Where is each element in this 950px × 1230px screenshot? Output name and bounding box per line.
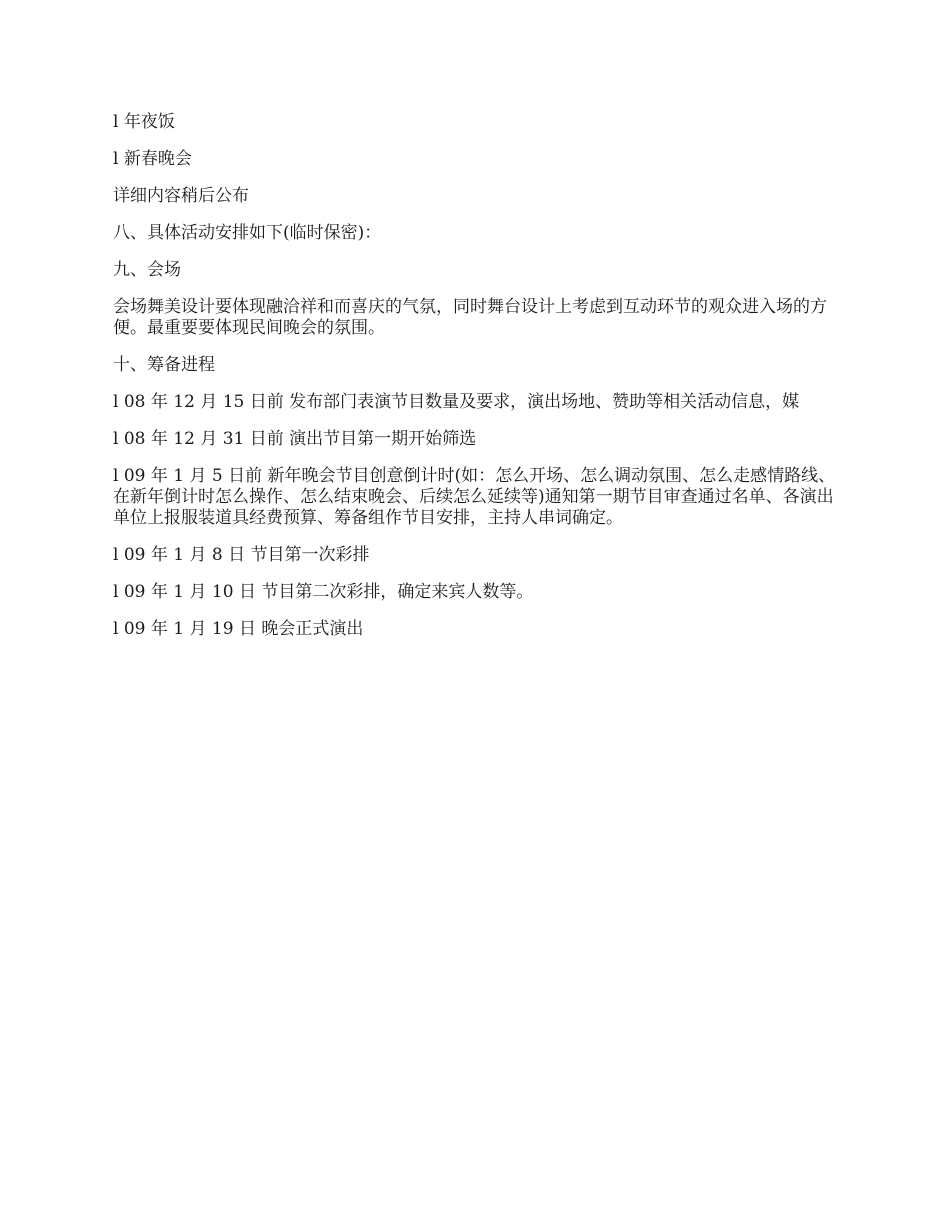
schedule-item: l 09 年 1 月 10 日 节目第二次彩排，确定来宾人数等。	[113, 582, 534, 602]
schedule-item: l 08 年 12 月 31 日前 演出节目第一期开始筛选	[113, 429, 477, 449]
schedule-item: l 09 年 1 月 5 日前 新年晚会节目创意倒计时(如：怎么开场、怎么调动氛围、怎么走感情路线、在新年倒计时怎么操作、怎么结束晚会、后续怎么延续等)通知第一期节目审查通过名单、各演出单位上报服装道具经费预算、筹备组作节目安排，主持人串词确定。	[113, 466, 836, 528]
schedule-item: l 09 年 1 月 8 日 节目第一次彩排	[113, 545, 370, 565]
details-note: 详细内容稍后公布	[113, 186, 249, 206]
schedule-item: l 09 年 1 月 19 日 晚会正式演出	[113, 619, 364, 639]
venue-description: 会场舞美设计要体现融洽祥和而喜庆的气氛，同时舞台设计上考虑到互动环节的观众进入场的方便。最重要要体现民间晚会的氛围。	[113, 297, 827, 338]
bullet-item-spring-gala: l 新春晚会	[113, 149, 192, 169]
section-heading-8: 八、具体活动安排如下(临时保密)：	[113, 223, 382, 243]
schedule-item: l 08 年 12 月 15 日前 发布部门表演节目数量及要求，演出场地、赞助等相关活动信息，媒	[113, 392, 800, 412]
document-body	[113, 112, 843, 656]
bullet-item-new-year-dinner: l 年夜饭	[113, 112, 175, 132]
section-heading-9: 九、会场	[113, 260, 181, 280]
section-heading-10: 十、筹备进程	[113, 355, 215, 375]
